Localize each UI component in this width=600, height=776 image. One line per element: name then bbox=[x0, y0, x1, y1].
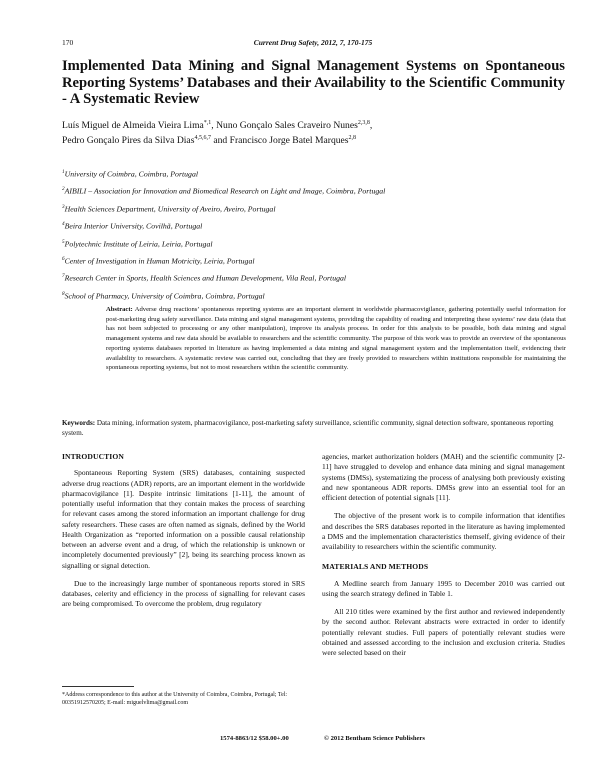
affiliation-number: 7 bbox=[62, 273, 65, 280]
correspondence-footnote: *Address correspondence to this author at the University of Coimbra, Coimbra, Portugal; Tel: 00351912570205; E-mail: miguelvlima@gmail.com bbox=[62, 692, 288, 707]
abstract-label: Abstract: bbox=[106, 306, 133, 313]
affiliation-number: 6 bbox=[62, 255, 65, 262]
affiliation-number: 1 bbox=[62, 169, 65, 175]
right-column bbox=[322, 452, 565, 666]
affiliation-number: 4 bbox=[62, 221, 65, 228]
author-name: Pedro Gonçalo Pires da Silva Dias bbox=[62, 135, 195, 147]
affiliation-item bbox=[62, 235, 565, 252]
affiliation-text: University of Coimbra, Coimbra, Portugal bbox=[64, 169, 199, 179]
keywords-text: Data mining, information system, pharmacovigilance, post-marketing safety surveillance, scientific community, signal detection software, spontaneous reporting system. bbox=[62, 419, 554, 437]
author-conjunction: and bbox=[213, 135, 228, 147]
affiliation-item bbox=[62, 269, 565, 286]
affiliation-text: Center of Investigation in Human Motricity, Leiria, Portugal bbox=[64, 256, 255, 266]
article-title: Implemented Data Mining and Signal Management Systems on Spontaneous Reporting Systems’ Databases and their Availability to the Scientific Community - A Systematic Review bbox=[62, 58, 565, 108]
author-name: Luís Miguel de Almeida Vieira Lima bbox=[62, 120, 204, 132]
keywords-label: Keywords: bbox=[62, 419, 96, 427]
methods-heading: MATERIALS AND METHODS bbox=[322, 562, 429, 572]
abstract bbox=[106, 305, 566, 373]
body-paragraph: The objective of the present work is to compile information that identifies and describes the SRS databases reported in the literature as having implemented a DMS and the implementation characteristics themself, giving evidence of their availability to researchers within the scientific community. bbox=[322, 511, 565, 551]
affiliation-text: AIBILI – Association for Innovation and Biomedical Research on Light and Image, Coimbra, Portugal bbox=[64, 186, 386, 196]
author-affiliation-marker: 2,8 bbox=[348, 135, 357, 142]
abstract-text: Adverse drug reactions’ spontaneous reporting systems are an important element in worldwide pharmacovigilance, gathering potentially useful information for post-marketing drug safety surveillance. Data mining and signal management systems, providing the capability of reading and interpreting these systems’ raw data (data that has not been subjected to processing or any other manipulation), improve its analysis process. In order for this analysis to be possible, both data mining and signal management systems and raw data should be available to researchers and the scientific community. The purpose of this work was to provide an overview of the spontaneous reporting systems databases reported in literature as having implemented a data mining and signal management system and the implementation itself, evidencing their availability to researchers. A systematic review was carried out, concluding that they are freely provided to researchers within institutions responsible for maintaining the spontaneous reporting systems, but not to most researchers within the scientific community. bbox=[106, 306, 566, 372]
author-name: Nuno Gonçalo Sales Craveiro Nunes bbox=[216, 120, 358, 132]
affiliation-item bbox=[62, 217, 565, 234]
affiliation-number: 8 bbox=[62, 290, 65, 297]
affiliation-item bbox=[62, 165, 565, 182]
body-paragraph: A Medline search from January 1995 to December 2010 was carried out using the search strategy defined in Table 1. bbox=[322, 578, 565, 598]
body-paragraph: Due to the increasingly large number of spontaneous reports stored in SRS databases, celerity and efficiency in the process of signalling for relevant cases are being compromised. To overcome the problem, drug regulatory bbox=[62, 578, 305, 609]
affiliation-number: 2 bbox=[62, 186, 65, 193]
affiliation-item bbox=[62, 252, 565, 269]
footnote-divider bbox=[62, 686, 134, 687]
author-affiliation-marker: 2,3,8 bbox=[357, 120, 370, 126]
affiliation-text: Health Sciences Department, University of Aveiro, Aveiro, Portugal bbox=[64, 204, 276, 214]
issn-price: 1574-8863/12 $58.00+.00 bbox=[220, 735, 289, 742]
journal-citation: Current Drug Safety, 2012, 7, 170-175 bbox=[253, 38, 373, 47]
affiliation-text: Beira Interior University, Covilhã, Portugal bbox=[64, 221, 203, 231]
keywords bbox=[62, 419, 565, 438]
author-name: Francisco Jorge Batel Marques bbox=[229, 135, 349, 147]
affiliation-text: Polytechnic Institute of Leiria, Leiria, Portugal bbox=[64, 239, 213, 249]
copyright-notice: © 2012 Bentham Science Publishers bbox=[324, 735, 425, 742]
left-column bbox=[62, 452, 305, 618]
author-affiliation-marker: 4,5,6,7 bbox=[194, 135, 211, 142]
page-number: 170 bbox=[62, 38, 74, 47]
running-header bbox=[62, 38, 564, 48]
affiliation-number: 5 bbox=[62, 238, 65, 245]
author-affiliation-marker: *,1 bbox=[203, 120, 212, 126]
affiliation-item bbox=[62, 287, 565, 304]
page-footer bbox=[62, 735, 565, 745]
body-paragraph: All 210 titles were examined by the first author and reviewed independently by the second author. Relevant abstracts were extracted in order to identify potentially relevant studies. Full papers of potentially relevant studies were obtained and assessed according to the inclusion and exclusion criteria. Studies were selected based on their bbox=[322, 607, 565, 657]
body-paragraph: agencies, market authorization holders (MAH) and the scientific community [2-11] have struggled to develop and enhance data mining and signal management systems (DMSs), systematizing the process of analysing both previously existing and new spontaneous ADR reports. DMSs grew into an essential tool for an efficient detection of potential signals [11]. bbox=[322, 452, 565, 502]
affiliation-number: 3 bbox=[62, 203, 65, 210]
affiliation-text: School of Pharmacy, University of Coimbra, Coimbra, Portugal bbox=[64, 291, 265, 301]
body-paragraph: Spontaneous Reporting System (SRS) databases, containing suspected adverse drug reactions (ADR) reports, are an important element in the worldwide pharmacovigilance [1]. Despite intrinsic limitations [1-11], the amount of potentially useful information that they contain makes the process of searching for relevant cases among the stored information an important challenge for drug safety researchers. These cases are often named as signals, defined by the World Health Organization as “reported information on a possible causal relationship between an adverse event and a drug, of which the relationship is unknown or incompletely documented previously” [2], being its searching process known as signalling or signal detection. bbox=[62, 468, 305, 570]
author-list: Luís Miguel de Almeida Vieira Lima$^{*,1}$, Nuno Gonçalo Sales Craveiro Nunes$^{2,3,8}$, Pedro Gonçalo Pires da Silva Dias$^{4,5,6,7}$ and Francisco Jorge Batel Marques$^{2,8}$ bbox=[62, 120, 373, 147]
affiliation-text: Research Center in Sports, Health Sciences and Human Development, Vila Real, Portugal bbox=[64, 273, 347, 283]
affiliation-item bbox=[62, 182, 565, 199]
affiliation-list bbox=[62, 165, 565, 304]
introduction-heading: INTRODUCTION bbox=[62, 452, 124, 461]
affiliation-item bbox=[62, 200, 565, 217]
